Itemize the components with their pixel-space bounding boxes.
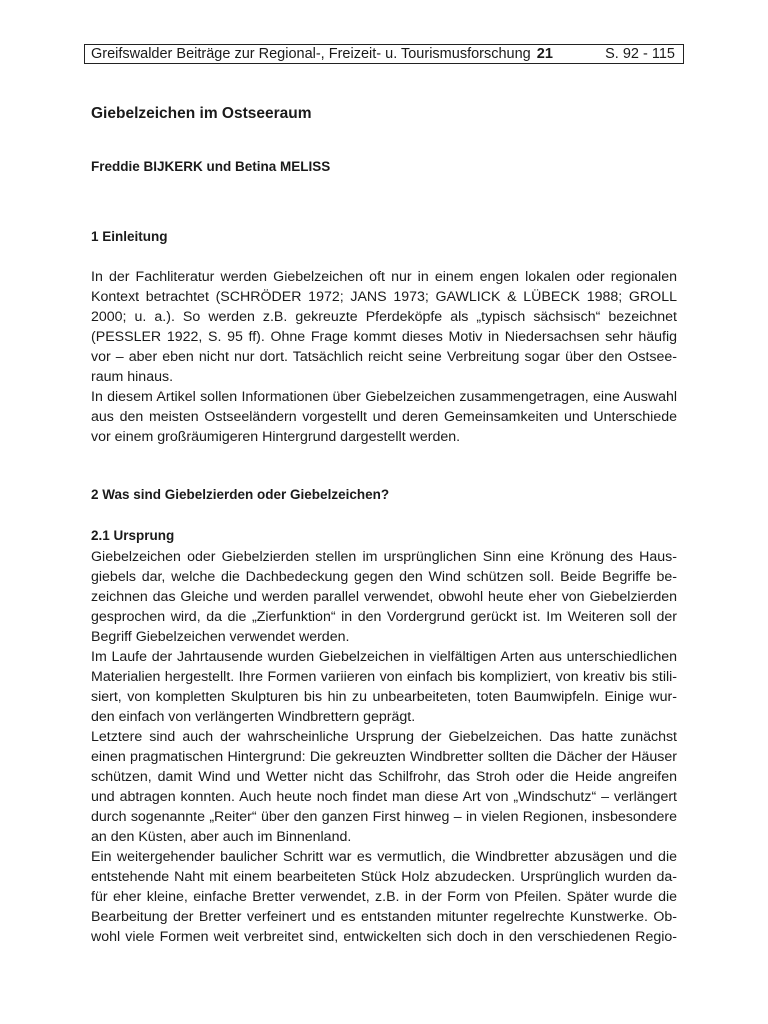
text-line: Letztere sind auch der wahrscheinliche Ursprung der Giebelzeichen. Das hatte zunächst (91, 729, 677, 745)
text-line: In diesem Artikel sollen Informationen über Giebelzeichen zusammengetragen, eine Auswahl (91, 389, 677, 405)
text-line: aus den meisten Ostseeländern vorgestellt und deren Gemeinsamkeiten und Unterschiede (91, 409, 677, 425)
article-title: Giebelzeichen im Ostseeraum (91, 105, 312, 122)
text-line: giebels dar, welche die Dachbedeckung gegen den Wind schützen soll. Beide Begriffe be- (91, 569, 677, 585)
text-line: vor einem großräumigeren Hintergrund dargestellt werden. (91, 429, 461, 445)
section-2-heading: 2 Was sind Giebelzierden oder Giebelzeichen? (91, 487, 390, 502)
section-1-paragraph-2 (91, 387, 677, 447)
text-line: durch sogenannte „Reiter“ über den ganzen First hinweg – in vielen Regionen, insbesondere (91, 809, 677, 825)
text-line: den einfach von verlängerten Windbrettern geprägt. (91, 709, 416, 725)
text-line: für eher kleine, einfache Bretter verwendet, z.B. in der Form von Pfeilen. Später wurde die (91, 889, 677, 905)
text-line: vor – aber eben nicht nur dort. Tatsächlich reicht seine Verbreitung sogar über den Ostsee- (91, 349, 677, 365)
text-line: an den Küsten, aber auch im Binnenland. (91, 829, 352, 845)
text-line: (PESSLER 1922, S. 95 ff). Ohne Frage kommt dieses Motiv in Niedersachsen sehr häufig (91, 329, 677, 345)
text-line: schützen, damit Wind und Wetter nicht das Schilfrohr, das Stroh oder die Heide angreifen (91, 769, 677, 785)
text-line: einen pragmatischen Hintergrund: Die gekreuzten Windbretter sollten die Dächer der Häuser (91, 749, 677, 765)
page-range: S. 92 - 115 (605, 46, 675, 62)
text-line: Materialien hergestellt. Ihre Formen variieren von einfach bis kompliziert, von kreativ bis stili- (91, 669, 677, 685)
text-line: Kontext betrachtet (SCHRÖDER 1972; JANS 1973; GAWLICK & LÜBECK 1988; GROLL (91, 289, 677, 305)
section-2-paragraph-1 (91, 547, 677, 647)
text-line: In der Fachliteratur werden Giebelzeichen oft nur in einem engen lokalen oder regionalen (91, 269, 677, 285)
text-line: Ein weitergehender baulicher Schritt war es vermutlich, die Windbretter abzusägen und die (91, 849, 677, 865)
text-line: Im Laufe der Jahrtausende wurden Giebelzeichen in vielfältigen Arten aus unterschiedlichen (91, 649, 677, 665)
running-header (84, 44, 684, 64)
text-line: raum hinaus. (91, 369, 174, 385)
section-2-paragraph-2 (91, 647, 677, 727)
section-2-paragraph-4 (91, 847, 677, 947)
section-1-paragraph-1 (91, 267, 677, 387)
text-line: Giebelzeichen oder Giebelzierden stellen im ursprünglichen Sinn eine Krönung des Haus- (91, 549, 677, 565)
text-line: Begriff Giebelzeichen verwendet werden. (91, 629, 350, 645)
journal-title: Greifswalder Beiträge zur Regional-, Freizeit- u. Tourismusforschung 21 (91, 46, 553, 62)
article-authors: Freddie BIJKERK und Betina MELISS (91, 159, 331, 174)
text-line: und abtragen konnten. Auch heute noch findet man diese Art von „Windschutz“ – verlängert (91, 789, 677, 805)
text-line: Bearbeitung der Bretter verfeinert und es entstanden mitunter regelrechte Kunstwerke. Ob- (91, 909, 677, 925)
section-1-heading: 1 Einleitung (91, 229, 168, 244)
text-line: siert, von kompletten Skulpturen bis hin zu unbearbeiteten, toten Baumwipfeln. Einige wur- (91, 689, 677, 705)
text-line: gesprochen wird, da die „Zierfunktion“ in den Vordergrund gerückt ist. Im Weiteren soll der (91, 609, 677, 625)
section-2-paragraph-3 (91, 727, 677, 847)
text-line: zeichnen das Gleiche und werden parallel verwendet, obwohl heute eher von Giebelzierden (91, 589, 677, 605)
text-line: entstehende Naht mit einem bearbeiteten Stück Holz abzudecken. Ursprünglich wurden da- (91, 869, 677, 885)
text-line: wohl viele Formen weit verbreitet sind, entwickelten sich doch in den verschiedenen Regio- (91, 929, 677, 945)
text-line: 2000; u. a.). So werden z.B. gekreuzte Pferdeköpfe als „typisch sächsisch“ bezeichnet (91, 309, 677, 325)
subsection-2-1-heading: 2.1 Ursprung (91, 528, 175, 543)
volume-number: 21 (536, 46, 553, 62)
